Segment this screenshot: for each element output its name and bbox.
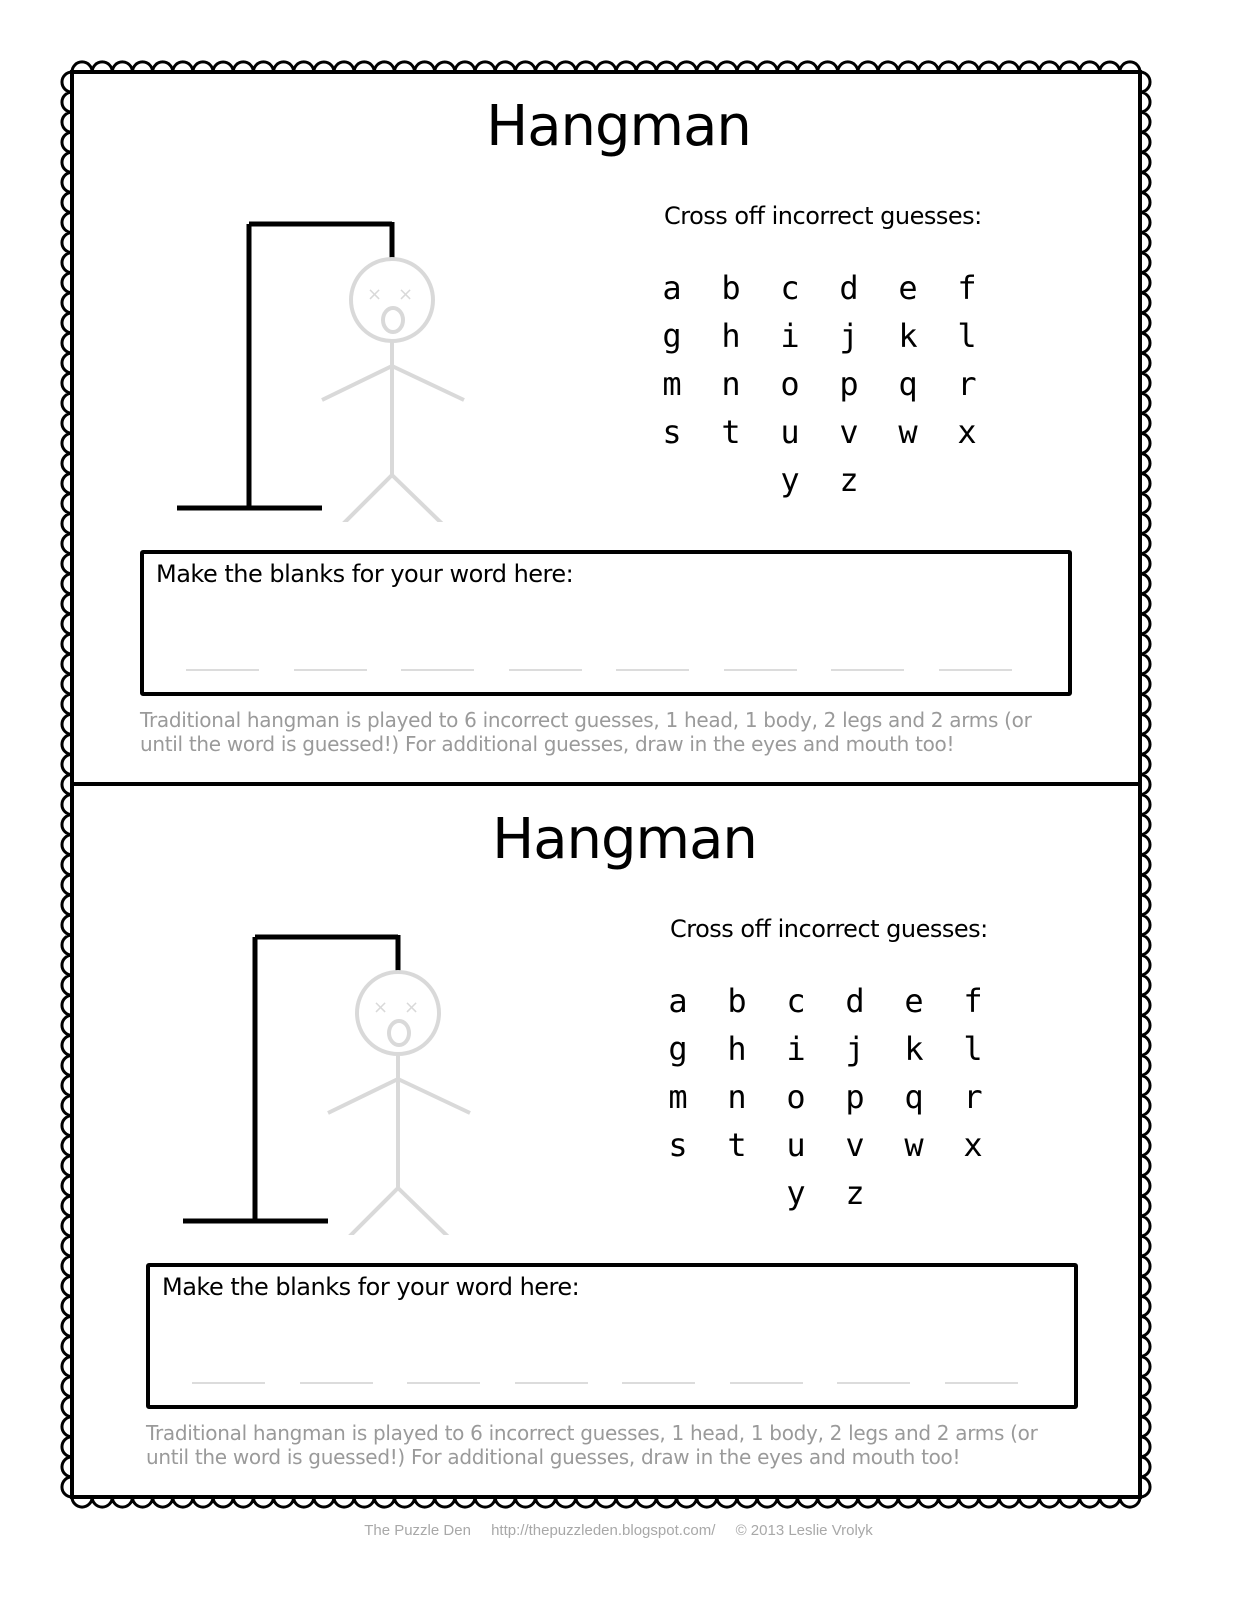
letter-q[interactable]: q	[904, 1078, 924, 1116]
letter-l[interactable]: l	[957, 317, 977, 355]
letter-s[interactable]: s	[662, 413, 682, 451]
word-blank	[401, 669, 474, 671]
letter-e[interactable]: e	[904, 982, 924, 1020]
figure-leg-right	[392, 475, 464, 522]
letter-r[interactable]: r	[963, 1078, 983, 1116]
hangman-card-2	[72, 785, 1165, 1497]
rules-note: Traditional hangman is played to 6 incorrect guesses, 1 head, 1 body, 2 legs and 2 arms (or until the word is guessed!) For additional guesses, draw in the eyes and mouth too!	[140, 708, 1032, 756]
word-blank	[831, 669, 904, 671]
letter-m[interactable]: m	[668, 1078, 688, 1116]
letter-v[interactable]: v	[839, 413, 859, 451]
letter-f[interactable]: f	[957, 269, 977, 307]
letter-t[interactable]: t	[727, 1126, 747, 1164]
word-blank	[300, 1382, 373, 1384]
letter-h[interactable]: h	[721, 317, 741, 355]
figure-head	[351, 259, 433, 341]
word-blanks-box[interactable]	[146, 1263, 1078, 1409]
word-blank	[945, 1382, 1018, 1384]
letter-g[interactable]: g	[668, 1030, 688, 1068]
word-blank	[294, 669, 367, 671]
letter-c[interactable]: c	[786, 982, 806, 1020]
letter-d[interactable]: d	[845, 982, 865, 1020]
figure-head	[357, 972, 439, 1054]
word-blanks-box[interactable]	[140, 550, 1072, 696]
figure-leg-left	[328, 1188, 398, 1235]
figure-arm-left	[328, 1079, 398, 1113]
footer-copyright: © 2013 Leslie Vrolyk	[735, 1522, 873, 1539]
letter-d[interactable]: d	[839, 269, 859, 307]
word-blank	[509, 669, 582, 671]
card-title: Hangman	[492, 807, 757, 872]
card-title: Hangman	[486, 94, 751, 159]
letter-m[interactable]: m	[662, 365, 682, 403]
letter-b[interactable]: b	[721, 269, 741, 307]
letter-a[interactable]: a	[662, 269, 682, 307]
figure-mouth	[389, 1021, 409, 1045]
word-blank	[192, 1382, 265, 1384]
letter-w[interactable]: w	[904, 1126, 924, 1164]
figure-leg-left	[322, 475, 392, 522]
letter-v[interactable]: v	[845, 1126, 865, 1164]
letter-y[interactable]: y	[780, 461, 800, 499]
gallows-frame	[177, 222, 392, 509]
word-blank	[837, 1382, 910, 1384]
figure-leg-right	[398, 1188, 470, 1235]
figure-eye-right: ×	[398, 284, 414, 305]
letter-y[interactable]: y	[786, 1174, 806, 1212]
gallows-frame	[183, 935, 398, 1222]
letter-h[interactable]: h	[727, 1030, 747, 1068]
letter-x[interactable]: x	[957, 413, 977, 451]
figure-eye-right: ×	[404, 997, 420, 1018]
letter-p[interactable]: p	[839, 365, 859, 403]
letter-l[interactable]: l	[963, 1030, 983, 1068]
letter-u[interactable]: u	[780, 413, 800, 451]
letter-k[interactable]: k	[904, 1030, 924, 1068]
letter-e[interactable]: e	[898, 269, 918, 307]
stick-figure	[328, 972, 470, 1235]
word-blank	[724, 669, 797, 671]
cross-off-label: Cross off incorrect guesses:	[670, 915, 988, 943]
gallows-drawing	[178, 855, 478, 1235]
word-blank	[730, 1382, 803, 1384]
letter-n[interactable]: n	[721, 365, 741, 403]
page-footer	[0, 1522, 1237, 1539]
letter-s[interactable]: s	[668, 1126, 688, 1164]
letter-j[interactable]: j	[845, 1030, 865, 1068]
figure-eye-left: ×	[367, 284, 383, 305]
word-blanks-label: Make the blanks for your word here:	[162, 1273, 580, 1301]
letter-b[interactable]: b	[727, 982, 747, 1020]
letter-r[interactable]: r	[957, 365, 977, 403]
word-blank	[186, 669, 259, 671]
rules-note: Traditional hangman is played to 6 incorrect guesses, 1 head, 1 body, 2 legs and 2 arms (or until the word is guessed!) For additional guesses, draw in the eyes and mouth too!	[146, 1421, 1038, 1469]
letter-c[interactable]: c	[780, 269, 800, 307]
letter-j[interactable]: j	[839, 317, 859, 355]
word-blank	[939, 669, 1012, 671]
letter-z[interactable]: z	[845, 1174, 865, 1212]
figure-arm-left	[322, 366, 392, 400]
footer-url[interactable]: http://thepuzzleden.blogspot.com/	[491, 1522, 716, 1539]
letter-t[interactable]: t	[721, 413, 741, 451]
word-blanks-label: Make the blanks for your word here:	[156, 560, 574, 588]
word-blank	[515, 1382, 588, 1384]
letter-i[interactable]: i	[780, 317, 800, 355]
letter-p[interactable]: p	[845, 1078, 865, 1116]
figure-mouth	[383, 308, 403, 332]
letter-n[interactable]: n	[727, 1078, 747, 1116]
letter-z[interactable]: z	[839, 461, 859, 499]
letter-a[interactable]: a	[668, 982, 688, 1020]
figure-arm-right	[392, 366, 464, 400]
cross-off-label: Cross off incorrect guesses:	[664, 202, 982, 230]
gallows-drawing	[172, 142, 472, 522]
word-blank	[407, 1382, 480, 1384]
hangman-card-1	[72, 72, 1165, 784]
letter-f[interactable]: f	[963, 982, 983, 1020]
stick-figure	[322, 259, 464, 522]
letter-x[interactable]: x	[963, 1126, 983, 1164]
letter-k[interactable]: k	[898, 317, 918, 355]
footer-site: The Puzzle Den	[364, 1522, 471, 1539]
figure-eye-left: ×	[373, 997, 389, 1018]
letter-w[interactable]: w	[898, 413, 918, 451]
letter-i[interactable]: i	[786, 1030, 806, 1068]
letter-o[interactable]: o	[780, 365, 800, 403]
word-blank	[616, 669, 689, 671]
letter-u[interactable]: u	[786, 1126, 806, 1164]
word-blank	[622, 1382, 695, 1384]
letter-o[interactable]: o	[786, 1078, 806, 1116]
letter-q[interactable]: q	[898, 365, 918, 403]
letter-g[interactable]: g	[662, 317, 682, 355]
figure-arm-right	[398, 1079, 470, 1113]
